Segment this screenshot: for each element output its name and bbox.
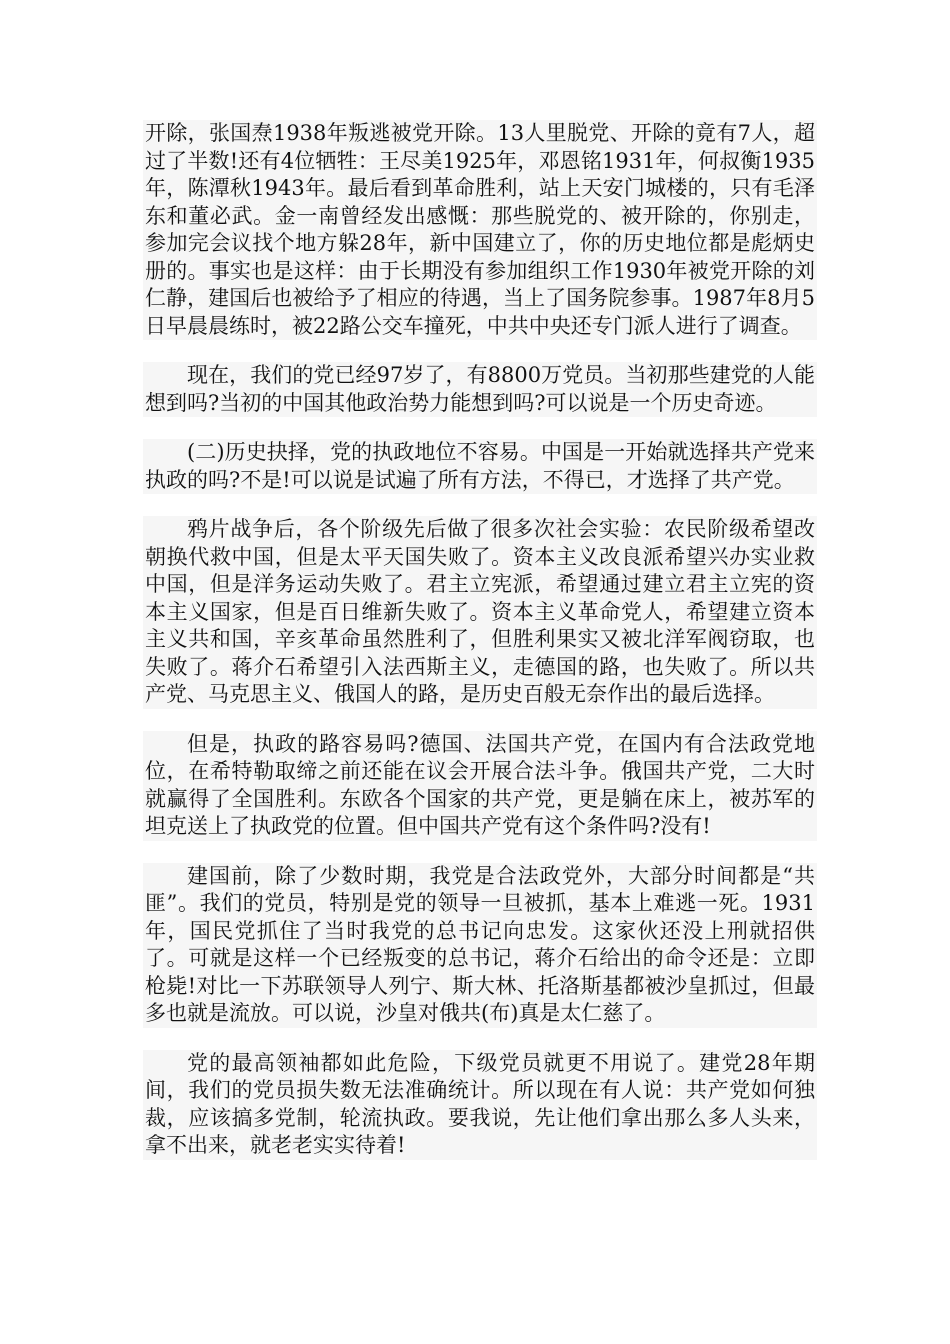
paragraph-party-age: 现在，我们的党已经97岁了，有8800万党员。当初那些建党的人能想到吗?当初的中国其他政治势力能想到吗?可以说是一个历史奇迹。 [143,362,817,417]
paragraph-continuation: 开除，张国焘1938年叛逃被党开除。13人里脱党、开除的竟有7人，超过了半数!还有4位牺牲：王尽美1925年，邓恩铭1931年，何叔衡1935年，陈潭秋1943年。最后看到革命胜利，站上天安门城楼的，只有毛泽东和董必武。金一南曾经发出感慨：那些脱党的、被开除的，你别走，参加完会议找个地方躲28年，新中国建立了，你的历史地位都是彪炳史册的。事实也是这样：由于长期没有参加组织工作1930年被党开除的刘仁静，建国后也被给予了相应的待遇，当上了国务院参事。1987年8月5日早晨晨练时，被22路公交车撞死，中共中央还专门派人进行了调查。 [143,120,817,340]
paragraph-social-experiments: 鸦片战争后，各个阶级先后做了很多次社会实验：农民阶级希望改朝换代救中国，但是太平天国失败了。资本主义改良派希望兴办实业救中国，但是洋务运动失败了。君主立宪派，希望通过建立君主立宪的资本主义国家，但是百日维新失败了。资本主义革命党人，希望建立资本主义共和国，辛亥革命虽然胜利了，但胜利果实又被北洋军阀窃取，也失败了。蒋介石希望引入法西斯主义，走德国的路，也失败了。所以共产党、马克思主义、俄国人的路，是历史百般无奈作出的最后选择。 [143,516,817,709]
document-body [143,120,817,1182]
paragraph-ruling-path: 但是，执政的路容易吗?德国、法国共产党，在国内有合法政党地位，在希特勒取缔之前还能在议会开展合法斗争。俄国共产党，二大时就赢得了全国胜利。东欧各个国家的共产党，更是躺在床上，被苏军的坦克送上了执政党的位置。但中国共产党有这个条件吗?没有! [143,731,817,841]
paragraph-before-founding: 建国前，除了少数时期，我党是合法政党外，大部分时间都是“共匪”。我们的党员，特别是党的领导一旦被抓，基本上难逃一死。1931年，国民党抓住了当时我党的总书记向忠发。这家伙还没上刑就招供了。可就是这样一个已经叛变的总书记，蒋介石给出的命令还是：立即枪毙!对比一下苏联领导人列宁、斯大林、托洛斯基都被沙皇抓过，但最多也就是流放。可以说，沙皇对俄共(布)真是太仁慈了。 [143,863,817,1028]
paragraph-historical-choice: (二)历史抉择，党的执政地位不容易。中国是一开始就选择共产党来执政的吗?不是!可以说是试遍了所有方法，不得已，才选择了共产党。 [143,439,817,494]
paragraph-party-losses: 党的最高领袖都如此危险，下级党员就更不用说了。建党28年期间，我们的党员损失数无法准确统计。所以现在有人说：共产党如何独裁，应该搞多党制，轮流执政。要我说，先让他们拿出那么多人头来，拿不出来，就老老实实待着! [143,1050,817,1160]
